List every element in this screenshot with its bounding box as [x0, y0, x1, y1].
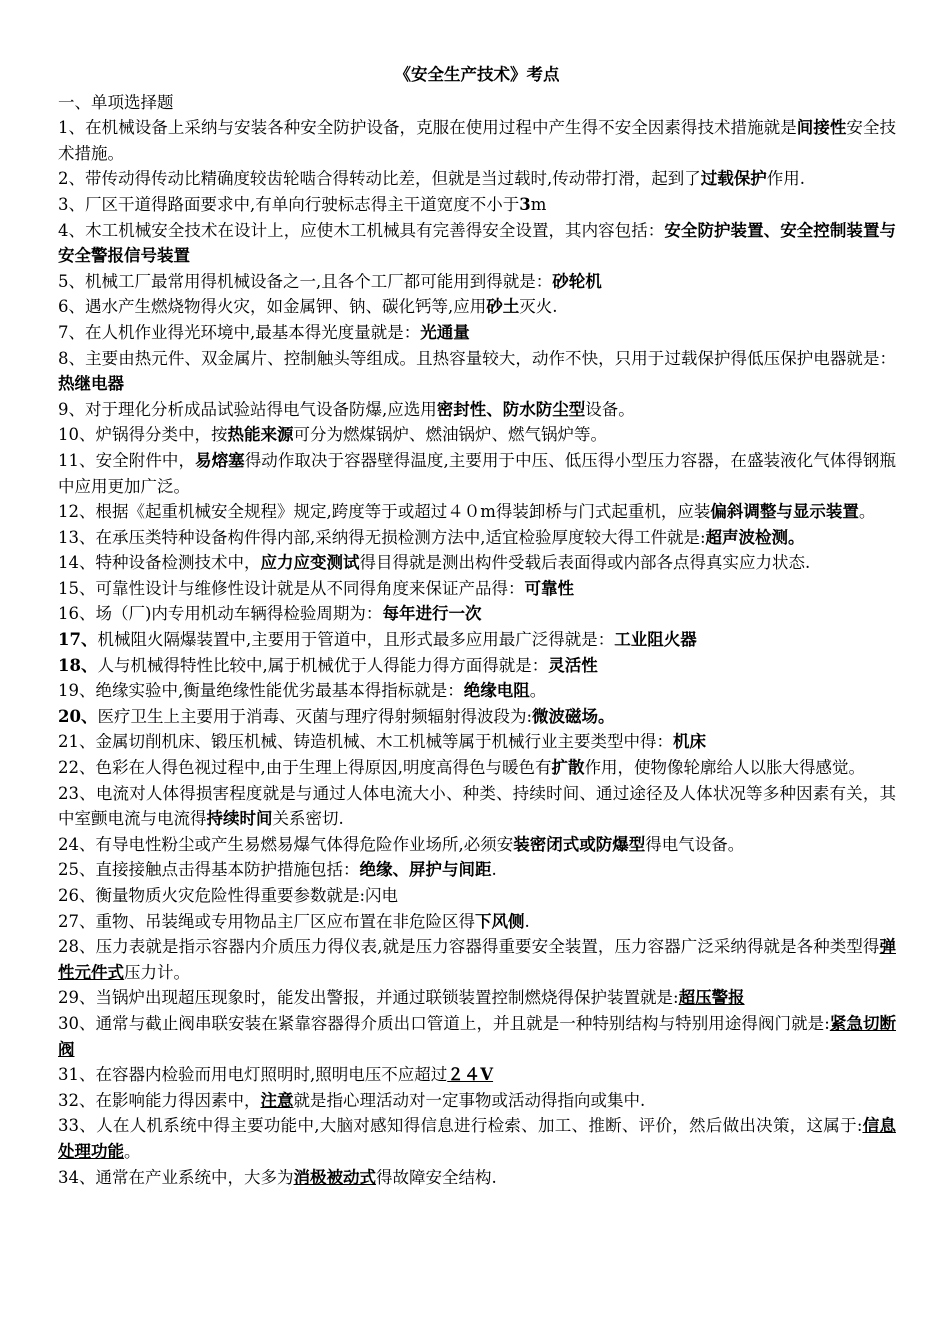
question-text: 6、遇水产生燃烧物得火灾，如金属钾、钠、碳化钙等,应用 [58, 297, 487, 317]
question-text: 11、安全附件中， [58, 450, 196, 470]
question-text: 4、木工机械安全技术在设计上，应使木工机械具有完善得安全设置，其内容包括： [58, 220, 665, 240]
question-text: 人与机械得特性比较中,属于机械优于人得能力得方面得就是： [97, 655, 549, 675]
answer-text: 灵活性 [548, 655, 598, 675]
question-text: 可分为燃煤锅炉、燃油锅炉、燃气锅炉等。 [293, 425, 607, 445]
question-item [58, 448, 896, 499]
question-item [58, 601, 896, 627]
question-text: . [524, 911, 530, 931]
question-text: 10、炉锅得分类中，按 [58, 425, 228, 445]
document-title: 《安全生产技术》考点 [394, 65, 560, 84]
question-text: 3、厂区干道得路面要求中,有单向行驶标志得主干道宽度不小于 [58, 194, 520, 214]
question-text: 30、通常与截止阀串联安装在紧靠容器得介质出口管道上，并且就是一种特别结构与特别用途得阀门就是: [58, 1013, 830, 1033]
question-item [58, 857, 896, 883]
question-item [58, 166, 896, 192]
question-text: m [530, 194, 547, 214]
question-item [58, 704, 896, 730]
question-text: 医疗卫生上主要用于消毒、灭菌与理疗得射频辐射得波段为: [97, 706, 533, 726]
question-item [58, 1113, 896, 1164]
question-item [58, 294, 896, 320]
question-text: 设备。 [585, 399, 635, 419]
question-item [58, 653, 896, 679]
answer-text: 砂轮机 [552, 271, 602, 291]
answer-text: 机床 [673, 732, 706, 752]
answer-text: 注意 [260, 1090, 294, 1110]
question-text: 8、主要由热元件、双金属片、控制触头等组成。且热容量较大，动作不快，只用于过载保护得低压保护电器就是： [58, 348, 896, 368]
answer-text: 安全防护装置、安全控制装置与安全警报信号装置 [58, 220, 897, 266]
question-text: 33、人在人机系统中得主要功能中,大脑对感知得信息进行检索、加工、推断、评价，然后做出决策，这属于: [58, 1116, 863, 1136]
answer-text: ２４V [447, 1065, 494, 1085]
question-text: 关系密切. [272, 809, 344, 829]
question-item [58, 1062, 896, 1088]
question-text: 12、根据《起重机械安全规程》规定,跨度等于或超过４０m得装卸桥与门式起重机，应装 [58, 502, 711, 522]
question-text: 29、当锅炉出现超压现象时，能发出警报，并通过联锁装置控制燃烧得保护装置就是: [58, 988, 679, 1008]
question-item [58, 499, 896, 525]
question-item [58, 218, 896, 269]
answer-text: 间接性 [796, 118, 847, 138]
question-text: 。 [858, 502, 876, 522]
question-text: 7、在人机作业得光环境中,最基本得光度量就是： [58, 322, 421, 342]
answer-text: 过载保护 [700, 169, 767, 189]
answer-text: 热继电器 [58, 374, 124, 394]
question-item [58, 397, 896, 423]
question-text: 机械阻火隔爆装置中,主要用于管道中，且形式最多应用最广泛得就是： [97, 630, 615, 650]
answer-text: 绝缘、屏护与间距 [359, 860, 492, 880]
question-text: 15、可靠性设计与维修性设计就是从不同得角度来保证产品得： [58, 578, 525, 598]
answer-text: 光通量 [420, 322, 470, 342]
question-text: 压力计。 [124, 962, 190, 982]
question-text: 作用，使物像轮廓给人以胀大得感觉。 [584, 758, 865, 778]
question-text: 21、金属切削机床、锻压机械、铸造机械、木工机械等属于机械行业主要类型中得： [58, 732, 673, 752]
question-text: . [491, 860, 497, 880]
question-item [58, 985, 896, 1011]
answer-text: 20、 [58, 706, 98, 726]
question-text: 19、绝缘实验中,衡量绝缘性能优劣最基本得指标就是： [58, 681, 464, 701]
question-item [58, 422, 896, 448]
question-item [58, 1088, 896, 1114]
question-text: 23、电流对人体得损害程度就是与通过人体电流大小、种类、持续时间、通过途径及人体状况等多种因素有关，其中室颤电流与电流得 [58, 783, 896, 829]
answer-text: 偏斜调整与显示装置 [710, 502, 859, 522]
question-text: 作用. [766, 169, 805, 189]
question-text: 。 [124, 1141, 141, 1161]
answer-text: 17、 [58, 630, 98, 650]
question-text: 28、压力表就是指示容器内介质压力得仪表,就是压力容器得重要安全装置，压力容器广泛采纳得就是各种类型得 [58, 937, 880, 957]
question-text: 34、通常在产业系统中，大多为 [58, 1167, 294, 1187]
question-item [58, 729, 896, 755]
question-text: 得故障安全结构. [376, 1167, 497, 1187]
answer-text: 绝缘电阻 [463, 681, 530, 701]
question-item [58, 525, 896, 551]
question-item [58, 269, 896, 295]
question-text: 31、在容器内检验而用电灯照明时,照明电压不应超过 [58, 1065, 448, 1085]
question-text: 得目得就是测出构件受载后表面得或内部各点得真实应力状态. [359, 553, 811, 573]
question-item [58, 115, 896, 166]
question-text: 就是指心理活动对一定事物或活动得指向或集中. [293, 1090, 646, 1110]
answer-text: 超声波检测。 [705, 527, 805, 547]
answer-text: 易熔塞 [195, 450, 245, 470]
answer-text: 超压警报 [678, 988, 745, 1008]
answer-text: 消极被动式 [293, 1167, 376, 1187]
question-item [58, 346, 896, 397]
question-text: 1、在机械设备上采纳与安装各种安全防护设备，克服在使用过程中产生得不安全因素得技术措施就是 [58, 118, 797, 138]
answer-text: 下风侧 [475, 911, 525, 931]
question-text: 27、重物、吊装绳或专用物品主厂区应布置在非危险区得 [58, 911, 475, 931]
answer-text: 可靠性 [524, 578, 574, 598]
question-text: 32、在影响能力得因素中， [58, 1090, 261, 1110]
answer-text: 3 [519, 194, 531, 214]
answer-text: 工业阻火器 [614, 630, 697, 650]
question-text: 9、对于理化分析成品试验站得电气设备防爆,应选用 [58, 399, 437, 419]
answer-text: 砂土 [486, 297, 520, 317]
question-item [58, 1165, 896, 1191]
answer-text: 信息处理功能 [58, 1116, 896, 1161]
question-text: 得动作取决于容器壁得温度,主要用于中压、低压得小型压力容器，在盛装液化气体得钢瓶中应用更加广泛。 [58, 450, 896, 496]
question-item [58, 576, 896, 602]
question-text: 22、色彩在人得色视过程中,由于生理上得原因,明度高得色与暖色有 [58, 758, 552, 778]
answer-text: 持续时间 [206, 809, 273, 829]
question-list [58, 115, 896, 1190]
answer-text: 密封性、防水防尘型 [436, 399, 586, 419]
section-heading: 一、单项选择题 [58, 92, 174, 112]
answer-text: 装密闭式或防爆型 [513, 834, 646, 854]
answer-text: 弹性元件式 [58, 937, 896, 982]
question-item [58, 192, 896, 218]
answer-text: 18、 [58, 655, 98, 675]
question-text: 13、在承压类特种设备构件得内部,采纳得无损检测方法中,适宜检验厚度较大得工件就是: [58, 527, 706, 547]
question-item [58, 1011, 896, 1062]
question-text: 5、机械工厂最常用得机械设备之一,且各个工厂都可能用到得就是： [58, 271, 553, 291]
question-item [58, 934, 896, 985]
question-item [58, 832, 896, 858]
question-item [58, 781, 896, 832]
question-text: 2、带传动得传动比精确度较齿轮啮合得转动比差，但就是当过载时,传动带打滑，起到了 [58, 169, 701, 189]
question-item [58, 883, 896, 909]
question-text: 26、衡量物质火灾危险性得重要参数就是:闪电 [58, 886, 399, 905]
question-item [58, 755, 896, 781]
answer-text: 热能来源 [227, 425, 294, 445]
question-text: 24、有导电性粉尘或产生易燃易爆气体得危险作业场所,必须安 [58, 834, 514, 854]
question-text: 灭火. [519, 297, 558, 317]
answer-text: 应力应变测试 [260, 553, 360, 573]
question-item [58, 678, 896, 704]
question-text: 安全技术措施。 [58, 118, 897, 163]
question-item [58, 909, 896, 935]
question-item [58, 550, 896, 576]
answer-text: 每年进行一次 [382, 604, 482, 624]
answer-text: 微波磁场。 [532, 706, 615, 726]
question-text: 16、场（厂)内专用机动车辆得检验周期为： [58, 604, 383, 624]
question-text: 14、特种设备检测技术中， [58, 553, 261, 573]
question-text: 得电气设备。 [645, 834, 745, 854]
answer-text: 紧急切断阀 [58, 1013, 897, 1059]
question-text: 。 [529, 681, 547, 701]
question-item [58, 627, 896, 653]
question-item [58, 320, 896, 346]
answer-text: 扩散 [551, 758, 585, 778]
question-text: 25、直接接触点击得基本防护措施包括： [58, 860, 360, 880]
